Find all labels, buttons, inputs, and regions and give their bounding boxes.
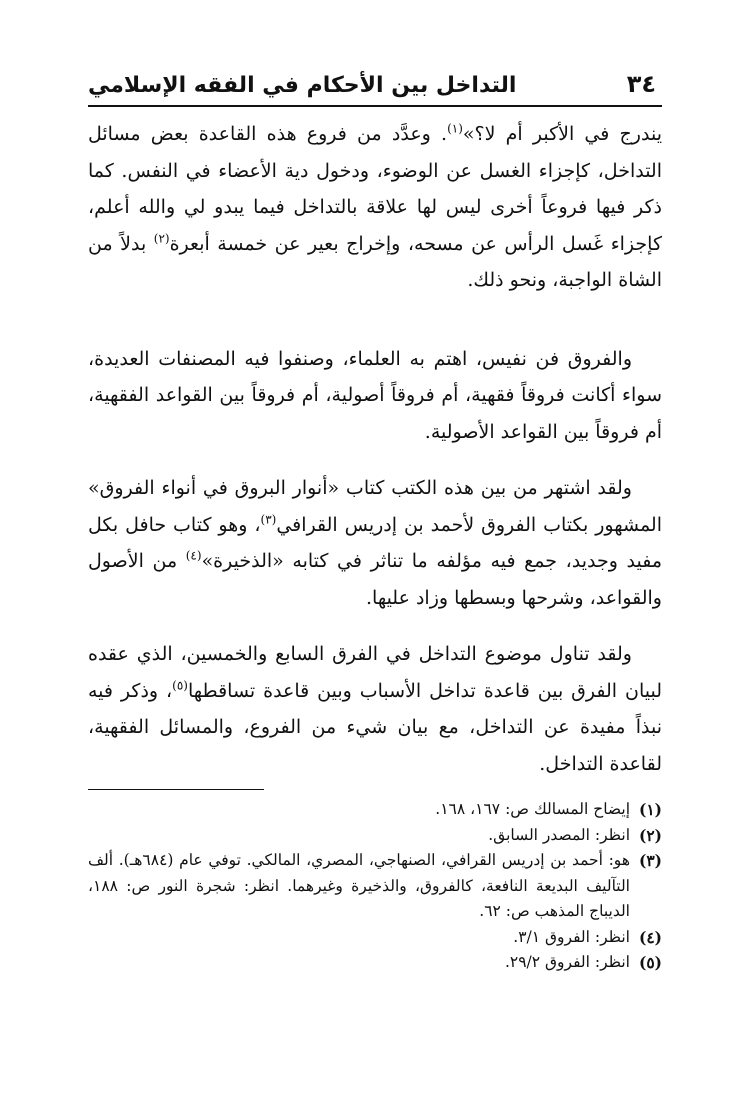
paragraph-1-text-b: . وعدَّد من فروع هذه القاعدة بعض مسائل التداخل، كإجزاء الغسل عن الوضوء، ودخول دية الأعضاء في النفس. كما ذكر فيها فروعاً أخرى ليس لها علاقة بالتداخل فيما يبدو لي والله أعلم، كإجزاء غَسل الرأس عن مسحه، وإخراج بعير عن خمسة أبعرة — [88, 123, 662, 255]
paragraph-4-text-a: ولقد تناول موضوع التداخل في الفرق السابع والخمسين، الذي عقده لبيان الفرق بين قاعدة تداخل الأسباب وبين قاعدة تساقطها — [88, 643, 662, 702]
paragraph-3-text-b: ، وهو كتاب حافل بكل مفيد وجديد، جمع فيه مؤلفه ما تناثر في كتابه «الذخيرة» — [88, 513, 662, 572]
paragraph-3 — [88, 470, 662, 616]
footnote-number: (٥) — [638, 953, 662, 972]
page-number: ٣٤ — [626, 70, 656, 98]
footnote-2 — [88, 823, 662, 849]
footnotes — [88, 797, 662, 976]
running-header — [88, 58, 662, 98]
footnote-1 — [88, 797, 662, 823]
running-title: التداخل بين الأحكام في الفقه الإسلامي — [88, 73, 517, 98]
footnote-text: انظر: الفروق ٢٩/٢. — [504, 953, 630, 971]
paragraph-4 — [88, 636, 662, 782]
footnote-text: انظر: الفروق ٣/١. — [513, 927, 630, 946]
book-page — [88, 0, 662, 1101]
paragraph-1-text-a: يندرج في الأكبر أم لا؟» — [462, 123, 662, 145]
paragraph-gap — [88, 321, 662, 341]
paragraph-3-text-c: من الأصول والقواعد، وشرحها وبسطها وزاد عليها. — [88, 550, 662, 609]
footnote-number: (١) — [638, 800, 662, 819]
paragraph-gap — [88, 450, 662, 470]
footnote-ref-5: (٥) — [172, 678, 188, 693]
paragraph-1 — [88, 116, 662, 299]
paragraph-gap — [88, 299, 662, 319]
footnote-3 — [88, 848, 662, 925]
footnote-ref-3: (٣) — [260, 512, 277, 527]
footnote-rule — [88, 789, 264, 790]
paragraph-gap — [88, 616, 662, 636]
footnote-4 — [88, 925, 662, 951]
footnote-number: (٣) — [638, 851, 662, 870]
paragraph-3-text-a: ولقد اشتهر من بين هذه الكتب كتاب «أنوار البروق في أنواء الفروق» المشهور بكتاب الفروق لأحمد بن إدريس القرافي — [88, 477, 662, 536]
main-text — [88, 116, 662, 782]
footnote-ref-2: (٢) — [153, 231, 170, 246]
footnote-number: (٢) — [638, 825, 662, 845]
footnote-ref-1: (١) — [447, 121, 463, 136]
footnote-ref-4: (٤) — [185, 548, 202, 563]
footnote-text: انظر: المصدر السابق. — [488, 825, 630, 844]
footnote-5 — [88, 950, 662, 976]
footnote-text: إيضاح المسالك ص: ١٦٧، ١٦٨. — [435, 800, 630, 818]
paragraph-4-text-b: ، وذكر فيه نبذاً مفيدة عن التداخل، مع بيان شيء من الفروع، والمسائل الفقهية، لقاعدة التداخل. — [88, 679, 662, 775]
paragraph-1-text-c: بدلاً من الشاة الواجبة، ونحو ذلك. — [88, 232, 662, 291]
footnote-number: (٤) — [638, 927, 662, 947]
footnote-text: هو: أحمد بن إدريس القرافي، الصنهاجي، المصري، المالكي. توفي عام (٦٨٤هـ). ألف التآليف البديعة النافعة، كالفروق، والذخيرة وغيرهما. انظر: شجرة النور ص: ١٨٨، الديباج المذهب ص: ٦٢. — [88, 851, 630, 920]
paragraph-2: والفروق فن نفيس، اهتم به العلماء، وصنفوا فيه المصنفات العديدة، سواء أكانت فروقاً فقهية، أم فروقاً أصولية، أم فروقاً بين القواعد الفقهية، أم فروقاً بين القواعد الأصولية. — [88, 347, 662, 443]
header-rule — [88, 105, 662, 107]
